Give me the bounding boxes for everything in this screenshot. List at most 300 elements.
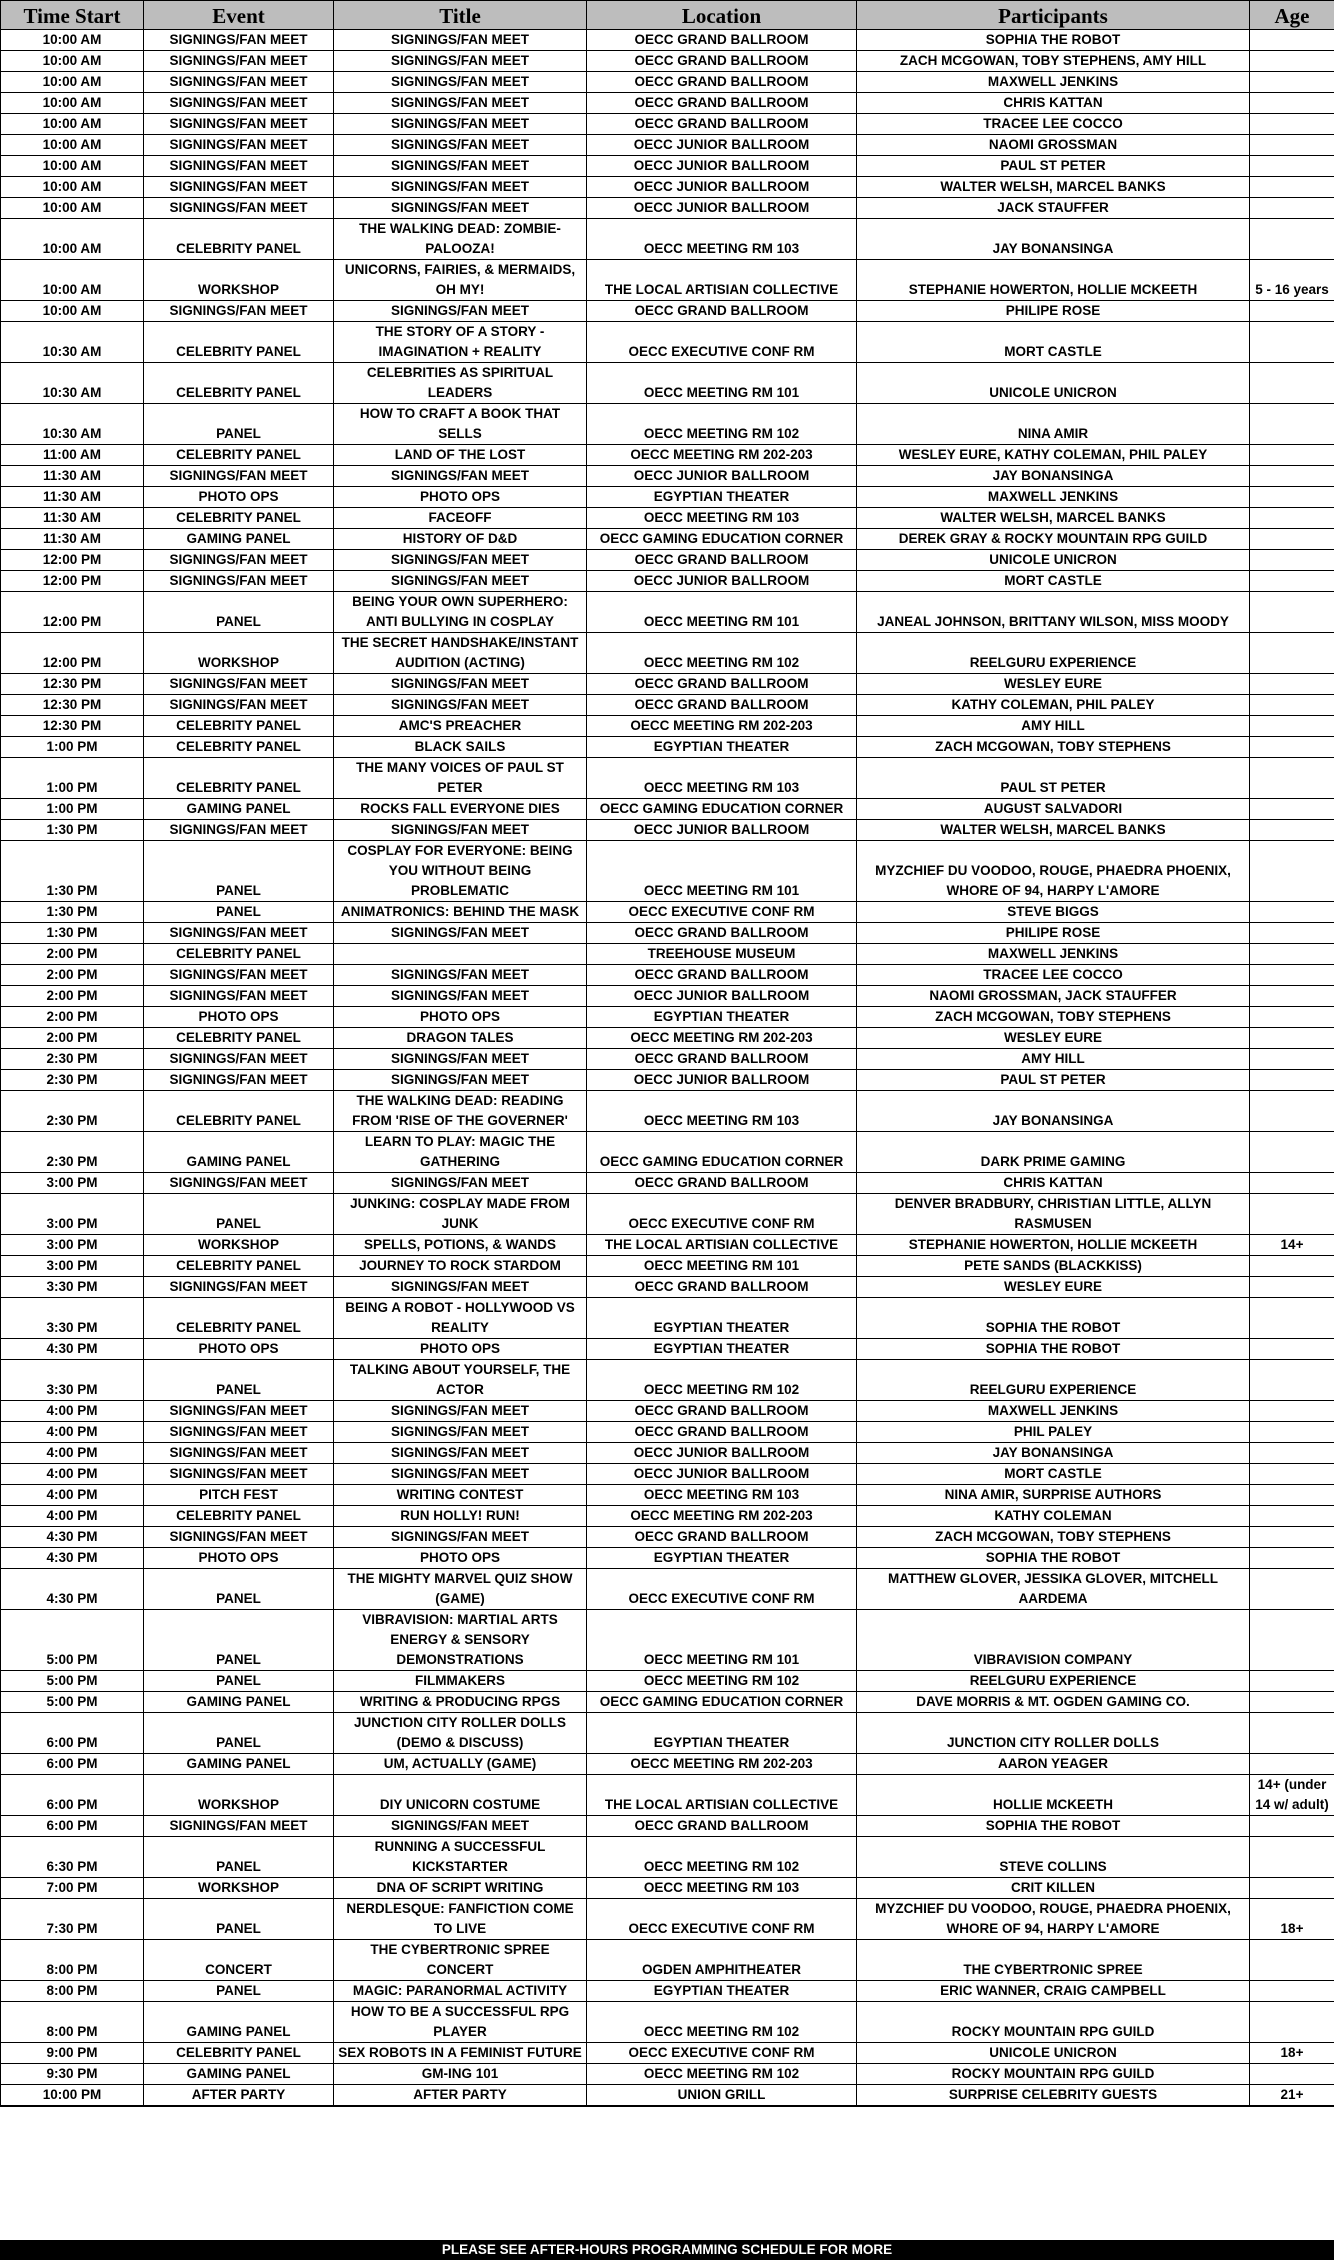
event-cell: SIGNINGS/FAN MEET bbox=[144, 72, 334, 93]
event-cell: PANEL bbox=[144, 1194, 334, 1235]
event-cell: WORKSHOP bbox=[144, 260, 334, 301]
event-cell: AFTER PARTY bbox=[144, 2085, 334, 2106]
participants-cell: MAXWELL JENKINS bbox=[857, 1401, 1250, 1422]
participants-cell: ZACH MCGOWAN, TOBY STEPHENS bbox=[857, 737, 1250, 758]
participants-cell: DARK PRIME GAMING bbox=[857, 1132, 1250, 1173]
table-row bbox=[1, 177, 1334, 198]
table-row bbox=[1, 592, 1334, 633]
event-cell: PANEL bbox=[144, 1360, 334, 1401]
location-cell: OECC GRAND BALLROOM bbox=[587, 114, 857, 135]
event-cell: SIGNINGS/FAN MEET bbox=[144, 30, 334, 51]
title-cell: DIY UNICORN COSTUME bbox=[334, 1775, 587, 1816]
title-cell: SIGNINGS/FAN MEET bbox=[334, 1816, 587, 1837]
location-cell: OECC MEETING RM 101 bbox=[587, 363, 857, 404]
age-cell bbox=[1250, 1569, 1334, 1610]
event-cell: PANEL bbox=[144, 1610, 334, 1671]
age-cell bbox=[1250, 633, 1334, 674]
title-cell: SIGNINGS/FAN MEET bbox=[334, 156, 587, 177]
title-cell: PHOTO OPS bbox=[334, 1548, 587, 1569]
time-start-cell: 10:00 PM bbox=[1, 2085, 144, 2106]
title-cell: DNA OF SCRIPT WRITING bbox=[334, 1878, 587, 1899]
table-row bbox=[1, 1070, 1334, 1091]
participants-cell: MORT CASTLE bbox=[857, 1464, 1250, 1485]
participants-cell: WESLEY EURE bbox=[857, 1028, 1250, 1049]
location-cell: OECC JUNIOR BALLROOM bbox=[587, 198, 857, 219]
location-cell: OECC JUNIOR BALLROOM bbox=[587, 466, 857, 487]
table-row bbox=[1, 1049, 1334, 1070]
title-cell: NERDLESQUE: FANFICTION COME TO LIVE bbox=[334, 1899, 587, 1940]
age-cell bbox=[1250, 322, 1334, 363]
age-cell bbox=[1250, 1671, 1334, 1692]
title-cell: DRAGON TALES bbox=[334, 1028, 587, 1049]
age-cell bbox=[1250, 1816, 1334, 1837]
header-participants: Participants bbox=[857, 1, 1250, 30]
age-cell bbox=[1250, 1443, 1334, 1464]
location-cell: OECC MEETING RM 102 bbox=[587, 404, 857, 445]
time-start-cell: 5:00 PM bbox=[1, 1671, 144, 1692]
participants-cell: PHILIPE ROSE bbox=[857, 923, 1250, 944]
participants-cell: UNICOLE UNICRON bbox=[857, 363, 1250, 404]
time-start-cell: 11:30 AM bbox=[1, 487, 144, 508]
time-start-cell: 3:30 PM bbox=[1, 1360, 144, 1401]
header-title: Title bbox=[334, 1, 587, 30]
age-cell bbox=[1250, 1422, 1334, 1443]
time-start-cell: 10:30 AM bbox=[1, 363, 144, 404]
event-cell: CELEBRITY PANEL bbox=[144, 508, 334, 529]
location-cell: UNION GRILL bbox=[587, 2085, 857, 2106]
event-cell: SIGNINGS/FAN MEET bbox=[144, 1401, 334, 1422]
table-row bbox=[1, 737, 1334, 758]
event-cell: SIGNINGS/FAN MEET bbox=[144, 571, 334, 592]
age-cell bbox=[1250, 156, 1334, 177]
location-cell: OECC MEETING RM 101 bbox=[587, 1256, 857, 1277]
age-cell bbox=[1250, 1713, 1334, 1754]
location-cell bbox=[587, 2106, 857, 2107]
age-cell bbox=[1250, 1527, 1334, 1548]
participants-cell: AMY HILL bbox=[857, 716, 1250, 737]
participants-cell: SURPRISE CELEBRITY GUESTS bbox=[857, 2085, 1250, 2106]
time-start-cell: 9:30 PM bbox=[1, 2064, 144, 2085]
table-row bbox=[1, 2064, 1334, 2085]
table-row bbox=[1, 1464, 1334, 1485]
participants-cell: NINA AMIR bbox=[857, 404, 1250, 445]
table-row bbox=[1, 72, 1334, 93]
table-row bbox=[1, 1506, 1334, 1527]
time-start-cell: 1:00 PM bbox=[1, 799, 144, 820]
table-row bbox=[1, 1256, 1334, 1277]
table-row bbox=[1, 2002, 1334, 2043]
title-cell: TALKING ABOUT YOURSELF, THE ACTOR bbox=[334, 1360, 587, 1401]
table-row bbox=[1, 2043, 1334, 2064]
location-cell: OECC MEETING RM 102 bbox=[587, 2064, 857, 2085]
title-cell: SIGNINGS/FAN MEET bbox=[334, 695, 587, 716]
location-cell: OECC GRAND BALLROOM bbox=[587, 1816, 857, 1837]
location-cell: EGYPTIAN THEATER bbox=[587, 1981, 857, 2002]
participants-cell: WESLEY EURE bbox=[857, 1277, 1250, 1298]
participants-cell: SOPHIA THE ROBOT bbox=[857, 30, 1250, 51]
event-cell: CELEBRITY PANEL bbox=[144, 322, 334, 363]
event-cell: CELEBRITY PANEL bbox=[144, 944, 334, 965]
participants-cell: ZACH MCGOWAN, TOBY STEPHENS bbox=[857, 1007, 1250, 1028]
table-row bbox=[1, 51, 1334, 72]
age-cell bbox=[1250, 695, 1334, 716]
location-cell: OECC JUNIOR BALLROOM bbox=[587, 177, 857, 198]
table-row bbox=[1, 820, 1334, 841]
time-start-cell: 6:30 PM bbox=[1, 1837, 144, 1878]
title-cell: UM, ACTUALLY (GAME) bbox=[334, 1754, 587, 1775]
participants-cell: STEVE COLLINS bbox=[857, 1837, 1250, 1878]
location-cell: OECC MEETING RM 102 bbox=[587, 2002, 857, 2043]
event-cell: GAMING PANEL bbox=[144, 2064, 334, 2085]
event-cell: PANEL bbox=[144, 841, 334, 902]
header-event: Event bbox=[144, 1, 334, 30]
time-start-cell: 2:30 PM bbox=[1, 1049, 144, 1070]
event-cell: CELEBRITY PANEL bbox=[144, 1028, 334, 1049]
time-start-cell: 10:00 AM bbox=[1, 135, 144, 156]
title-cell: SIGNINGS/FAN MEET bbox=[334, 30, 587, 51]
event-cell: CONCERT bbox=[144, 1940, 334, 1981]
location-cell: EGYPTIAN THEATER bbox=[587, 1713, 857, 1754]
age-cell bbox=[1250, 716, 1334, 737]
age-cell bbox=[1250, 1256, 1334, 1277]
event-cell bbox=[144, 2106, 334, 2107]
age-cell bbox=[1250, 301, 1334, 322]
location-cell: EGYPTIAN THEATER bbox=[587, 1548, 857, 1569]
age-cell bbox=[1250, 1401, 1334, 1422]
age-cell bbox=[1250, 799, 1334, 820]
time-start-cell: 4:00 PM bbox=[1, 1506, 144, 1527]
table-row bbox=[1, 1837, 1334, 1878]
title-cell: SIGNINGS/FAN MEET bbox=[334, 1422, 587, 1443]
location-cell: OECC MEETING RM 202-203 bbox=[587, 1506, 857, 1527]
age-cell bbox=[1250, 944, 1334, 965]
title-cell: SIGNINGS/FAN MEET bbox=[334, 135, 587, 156]
participants-cell: THE CYBERTRONIC SPREE bbox=[857, 1940, 1250, 1981]
location-cell: OECC MEETING RM 103 bbox=[587, 219, 857, 260]
participants-cell: DEREK GRAY & ROCKY MOUNTAIN RPG GUILD bbox=[857, 529, 1250, 550]
location-cell: OECC MEETING RM 102 bbox=[587, 633, 857, 674]
age-cell bbox=[1250, 219, 1334, 260]
participants-cell: WALTER WELSH, MARCEL BANKS bbox=[857, 508, 1250, 529]
title-cell: THE WALKING DEAD: READING FROM 'RISE OF THE GOVERNER' bbox=[334, 1091, 587, 1132]
time-start-cell: 3:30 PM bbox=[1, 1298, 144, 1339]
location-cell: OECC JUNIOR BALLROOM bbox=[587, 1464, 857, 1485]
location-cell: OECC GAMING EDUCATION CORNER bbox=[587, 799, 857, 820]
age-cell bbox=[1250, 923, 1334, 944]
event-cell: SIGNINGS/FAN MEET bbox=[144, 156, 334, 177]
event-cell: GAMING PANEL bbox=[144, 529, 334, 550]
age-cell bbox=[1250, 1837, 1334, 1878]
age-cell bbox=[1250, 674, 1334, 695]
table-row bbox=[1, 1028, 1334, 1049]
time-start-cell: 4:00 PM bbox=[1, 1401, 144, 1422]
participants-cell: WALTER WELSH, MARCEL BANKS bbox=[857, 177, 1250, 198]
location-cell: TREEHOUSE MUSEUM bbox=[587, 944, 857, 965]
event-cell: CELEBRITY PANEL bbox=[144, 2043, 334, 2064]
title-cell: SPELLS, POTIONS, & WANDS bbox=[334, 1235, 587, 1256]
table-row bbox=[1, 301, 1334, 322]
table-row bbox=[1, 1235, 1334, 1256]
location-cell: OECC MEETING RM 103 bbox=[587, 508, 857, 529]
location-cell: OECC MEETING RM 101 bbox=[587, 841, 857, 902]
location-cell: OECC GRAND BALLROOM bbox=[587, 965, 857, 986]
location-cell: OECC MEETING RM 103 bbox=[587, 1878, 857, 1899]
time-start-cell: 4:30 PM bbox=[1, 1527, 144, 1548]
event-cell: CELEBRITY PANEL bbox=[144, 363, 334, 404]
title-cell: ANIMATRONICS: BEHIND THE MASK bbox=[334, 902, 587, 923]
participants-cell: AUGUST SALVADORI bbox=[857, 799, 1250, 820]
participants-cell: PETE SANDS (BLACKKISS) bbox=[857, 1256, 1250, 1277]
location-cell: OECC JUNIOR BALLROOM bbox=[587, 986, 857, 1007]
table-row bbox=[1, 1692, 1334, 1713]
location-cell: OECC GRAND BALLROOM bbox=[587, 1527, 857, 1548]
location-cell: OECC GRAND BALLROOM bbox=[587, 674, 857, 695]
participants-cell: SOPHIA THE ROBOT bbox=[857, 1339, 1250, 1360]
age-cell bbox=[1250, 986, 1334, 1007]
table-row bbox=[1, 1401, 1334, 1422]
time-start-cell: 4:30 PM bbox=[1, 1339, 144, 1360]
time-start-cell: 10:00 AM bbox=[1, 301, 144, 322]
time-start-cell: 3:00 PM bbox=[1, 1173, 144, 1194]
event-cell: PANEL bbox=[144, 1981, 334, 2002]
age-cell: 14+ bbox=[1250, 1235, 1334, 1256]
location-cell: OECC GAMING EDUCATION CORNER bbox=[587, 529, 857, 550]
table-row bbox=[1, 986, 1334, 1007]
event-cell: SIGNINGS/FAN MEET bbox=[144, 301, 334, 322]
time-start-cell: 7:30 PM bbox=[1, 1899, 144, 1940]
location-cell: OECC GRAND BALLROOM bbox=[587, 301, 857, 322]
title-cell: LAND OF THE LOST bbox=[334, 445, 587, 466]
age-cell bbox=[1250, 508, 1334, 529]
title-cell: PHOTO OPS bbox=[334, 1339, 587, 1360]
title-cell: WRITING & PRODUCING RPGS bbox=[334, 1692, 587, 1713]
age-cell bbox=[1250, 404, 1334, 445]
schedule-body bbox=[1, 30, 1334, 2107]
participants-cell: NAOMI GROSSMAN, JACK STAUFFER bbox=[857, 986, 1250, 1007]
time-start-cell: 10:00 AM bbox=[1, 156, 144, 177]
event-cell: SIGNINGS/FAN MEET bbox=[144, 986, 334, 1007]
table-row bbox=[1, 1443, 1334, 1464]
title-cell: SIGNINGS/FAN MEET bbox=[334, 550, 587, 571]
time-start-cell: 10:00 AM bbox=[1, 51, 144, 72]
location-cell: OECC GRAND BALLROOM bbox=[587, 1422, 857, 1443]
table-row bbox=[1, 114, 1334, 135]
event-cell: SIGNINGS/FAN MEET bbox=[144, 93, 334, 114]
time-start-cell: 12:30 PM bbox=[1, 716, 144, 737]
table-row bbox=[1, 571, 1334, 592]
event-cell: CELEBRITY PANEL bbox=[144, 1256, 334, 1277]
table-row bbox=[1, 1173, 1334, 1194]
participants-cell: MAXWELL JENKINS bbox=[857, 944, 1250, 965]
time-start-cell: 4:00 PM bbox=[1, 1422, 144, 1443]
table-row bbox=[1, 1360, 1334, 1401]
participants-cell: KATHY COLEMAN, PHIL PALEY bbox=[857, 695, 1250, 716]
participants-cell: TRACEE LEE COCCO bbox=[857, 114, 1250, 135]
table-row bbox=[1, 1091, 1334, 1132]
participants-cell: STEVE BIGGS bbox=[857, 902, 1250, 923]
time-start-cell: 12:30 PM bbox=[1, 695, 144, 716]
age-cell: 21+ bbox=[1250, 2085, 1334, 2106]
location-cell: OECC GRAND BALLROOM bbox=[587, 1173, 857, 1194]
title-cell: AFTER PARTY bbox=[334, 2085, 587, 2106]
table-row bbox=[1, 93, 1334, 114]
age-cell bbox=[1250, 445, 1334, 466]
participants-cell: AARON YEAGER bbox=[857, 1754, 1250, 1775]
time-start-cell: 2:30 PM bbox=[1, 1132, 144, 1173]
participants-cell: SOPHIA THE ROBOT bbox=[857, 1298, 1250, 1339]
age-cell bbox=[1250, 1298, 1334, 1339]
time-start-cell: 10:00 AM bbox=[1, 177, 144, 198]
location-cell: OECC MEETING RM 202-203 bbox=[587, 716, 857, 737]
event-cell: WORKSHOP bbox=[144, 633, 334, 674]
title-cell: SIGNINGS/FAN MEET bbox=[334, 1277, 587, 1298]
title-cell bbox=[334, 944, 587, 965]
table-row bbox=[1, 1277, 1334, 1298]
participants-cell: UNICOLE UNICRON bbox=[857, 2043, 1250, 2064]
table-row bbox=[1, 1899, 1334, 1940]
time-start-cell: 4:00 PM bbox=[1, 1464, 144, 1485]
time-start-cell: 1:00 PM bbox=[1, 737, 144, 758]
age-cell bbox=[1250, 1049, 1334, 1070]
age-cell bbox=[1250, 1007, 1334, 1028]
time-start-cell: 6:00 PM bbox=[1, 1816, 144, 1837]
location-cell: OECC GRAND BALLROOM bbox=[587, 923, 857, 944]
title-cell: JUNKING: COSPLAY MADE FROM JUNK bbox=[334, 1194, 587, 1235]
age-cell bbox=[1250, 841, 1334, 902]
age-cell bbox=[1250, 1981, 1334, 2002]
event-cell: PANEL bbox=[144, 592, 334, 633]
table-row bbox=[1, 965, 1334, 986]
age-cell bbox=[1250, 135, 1334, 156]
table-row bbox=[1, 1671, 1334, 1692]
title-cell: SIGNINGS/FAN MEET bbox=[334, 177, 587, 198]
title-cell: SIGNINGS/FAN MEET bbox=[334, 1401, 587, 1422]
title-cell: BEING A ROBOT - HOLLYWOOD VS REALITY bbox=[334, 1298, 587, 1339]
title-cell: COSPLAY FOR EVERYONE: BEING YOU WITHOUT BEING PROBLEMATIC bbox=[334, 841, 587, 902]
time-start-cell: 11:30 AM bbox=[1, 466, 144, 487]
age-cell: 14+ (under 14 w/ adult) bbox=[1250, 1775, 1334, 1816]
event-cell: CELEBRITY PANEL bbox=[144, 758, 334, 799]
time-start-cell: 10:30 AM bbox=[1, 322, 144, 363]
location-cell: EGYPTIAN THEATER bbox=[587, 1298, 857, 1339]
table-row bbox=[1, 1527, 1334, 1548]
age-cell bbox=[1250, 1754, 1334, 1775]
event-cell: SIGNINGS/FAN MEET bbox=[144, 1464, 334, 1485]
title-cell: SIGNINGS/FAN MEET bbox=[334, 986, 587, 1007]
title-cell: THE STORY OF A STORY - IMAGINATION + REALITY bbox=[334, 322, 587, 363]
location-cell: OECC JUNIOR BALLROOM bbox=[587, 135, 857, 156]
event-cell: WORKSHOP bbox=[144, 1878, 334, 1899]
title-cell: HOW TO CRAFT A BOOK THAT SELLS bbox=[334, 404, 587, 445]
location-cell: OECC JUNIOR BALLROOM bbox=[587, 571, 857, 592]
title-cell: RUNNING A SUCCESSFUL KICKSTARTER bbox=[334, 1837, 587, 1878]
table-row bbox=[1, 716, 1334, 737]
location-cell: OECC GAMING EDUCATION CORNER bbox=[587, 1692, 857, 1713]
participants-cell: MORT CASTLE bbox=[857, 571, 1250, 592]
time-start-cell: 11:30 AM bbox=[1, 529, 144, 550]
event-cell: PHOTO OPS bbox=[144, 487, 334, 508]
participants-cell: SOPHIA THE ROBOT bbox=[857, 1816, 1250, 1837]
participants-cell: MYZCHIEF DU VOODOO, ROUGE, PHAEDRA PHOENIX, WHORE OF 94, HARPY L'AMORE bbox=[857, 841, 1250, 902]
location-cell: THE LOCAL ARTISIAN COLLECTIVE bbox=[587, 1775, 857, 1816]
event-cell: GAMING PANEL bbox=[144, 1754, 334, 1775]
title-cell: SIGNINGS/FAN MEET bbox=[334, 923, 587, 944]
title-cell: RUN HOLLY! RUN! bbox=[334, 1506, 587, 1527]
age-cell bbox=[1250, 1692, 1334, 1713]
age-cell bbox=[1250, 550, 1334, 571]
event-cell: SIGNINGS/FAN MEET bbox=[144, 674, 334, 695]
age-cell bbox=[1250, 1548, 1334, 1569]
table-row bbox=[1, 1775, 1334, 1816]
time-start-cell: 1:00 PM bbox=[1, 758, 144, 799]
participants-cell: CHRIS KATTAN bbox=[857, 1173, 1250, 1194]
title-cell: SIGNINGS/FAN MEET bbox=[334, 1049, 587, 1070]
event-cell: CELEBRITY PANEL bbox=[144, 1091, 334, 1132]
participants-cell: NAOMI GROSSMAN bbox=[857, 135, 1250, 156]
event-cell: SIGNINGS/FAN MEET bbox=[144, 1070, 334, 1091]
participants-cell: WALTER WELSH, MARCEL BANKS bbox=[857, 820, 1250, 841]
age-cell bbox=[1250, 1878, 1334, 1899]
time-start-cell: 4:30 PM bbox=[1, 1569, 144, 1610]
location-cell: OGDEN AMPHITHEATER bbox=[587, 1940, 857, 1981]
location-cell: OECC GRAND BALLROOM bbox=[587, 72, 857, 93]
location-cell: THE LOCAL ARTISIAN COLLECTIVE bbox=[587, 260, 857, 301]
location-cell: OECC GRAND BALLROOM bbox=[587, 550, 857, 571]
table-row bbox=[1, 1610, 1334, 1671]
time-start-cell: 10:00 AM bbox=[1, 114, 144, 135]
time-start-cell: 9:00 PM bbox=[1, 2043, 144, 2064]
age-cell bbox=[1250, 198, 1334, 219]
table-row bbox=[1, 156, 1334, 177]
time-start-cell: 2:30 PM bbox=[1, 1070, 144, 1091]
time-start-cell: 1:30 PM bbox=[1, 820, 144, 841]
age-cell bbox=[1250, 1091, 1334, 1132]
age-cell bbox=[1250, 2002, 1334, 2043]
event-cell: WORKSHOP bbox=[144, 1235, 334, 1256]
event-cell: SIGNINGS/FAN MEET bbox=[144, 923, 334, 944]
event-cell: CELEBRITY PANEL bbox=[144, 219, 334, 260]
title-cell: SIGNINGS/FAN MEET bbox=[334, 51, 587, 72]
title-cell: GM-ING 101 bbox=[334, 2064, 587, 2085]
event-cell: PANEL bbox=[144, 1899, 334, 1940]
event-cell: GAMING PANEL bbox=[144, 1132, 334, 1173]
table-row bbox=[1, 1754, 1334, 1775]
location-cell: OECC MEETING RM 102 bbox=[587, 1837, 857, 1878]
table-row bbox=[1, 674, 1334, 695]
participants-cell: STEPHANIE HOWERTON, HOLLIE MCKEETH bbox=[857, 260, 1250, 301]
event-cell: PHOTO OPS bbox=[144, 1548, 334, 1569]
title-cell: VIBRAVISION: MARTIAL ARTS ENERGY & SENSORY DEMONSTRATIONS bbox=[334, 1610, 587, 1671]
location-cell: OECC GRAND BALLROOM bbox=[587, 1401, 857, 1422]
participants-cell: JAY BONANSINGA bbox=[857, 219, 1250, 260]
participants-cell: MAXWELL JENKINS bbox=[857, 487, 1250, 508]
age-cell bbox=[1250, 1194, 1334, 1235]
time-start-cell: 6:00 PM bbox=[1, 1775, 144, 1816]
table-row bbox=[1, 260, 1334, 301]
title-cell: SIGNINGS/FAN MEET bbox=[334, 466, 587, 487]
location-cell: OECC GRAND BALLROOM bbox=[587, 1049, 857, 1070]
event-cell: SIGNINGS/FAN MEET bbox=[144, 51, 334, 72]
age-cell bbox=[1250, 737, 1334, 758]
title-cell: WRITING CONTEST bbox=[334, 1485, 587, 1506]
age-cell bbox=[1250, 529, 1334, 550]
title-cell: JOURNEY TO ROCK STARDOM bbox=[334, 1256, 587, 1277]
participants-cell: WESLEY EURE, KATHY COLEMAN, PHIL PALEY bbox=[857, 445, 1250, 466]
participants-cell: KATHY COLEMAN bbox=[857, 1506, 1250, 1527]
title-cell: CELEBRITIES AS SPIRITUAL LEADERS bbox=[334, 363, 587, 404]
location-cell: EGYPTIAN THEATER bbox=[587, 487, 857, 508]
event-cell: SIGNINGS/FAN MEET bbox=[144, 965, 334, 986]
